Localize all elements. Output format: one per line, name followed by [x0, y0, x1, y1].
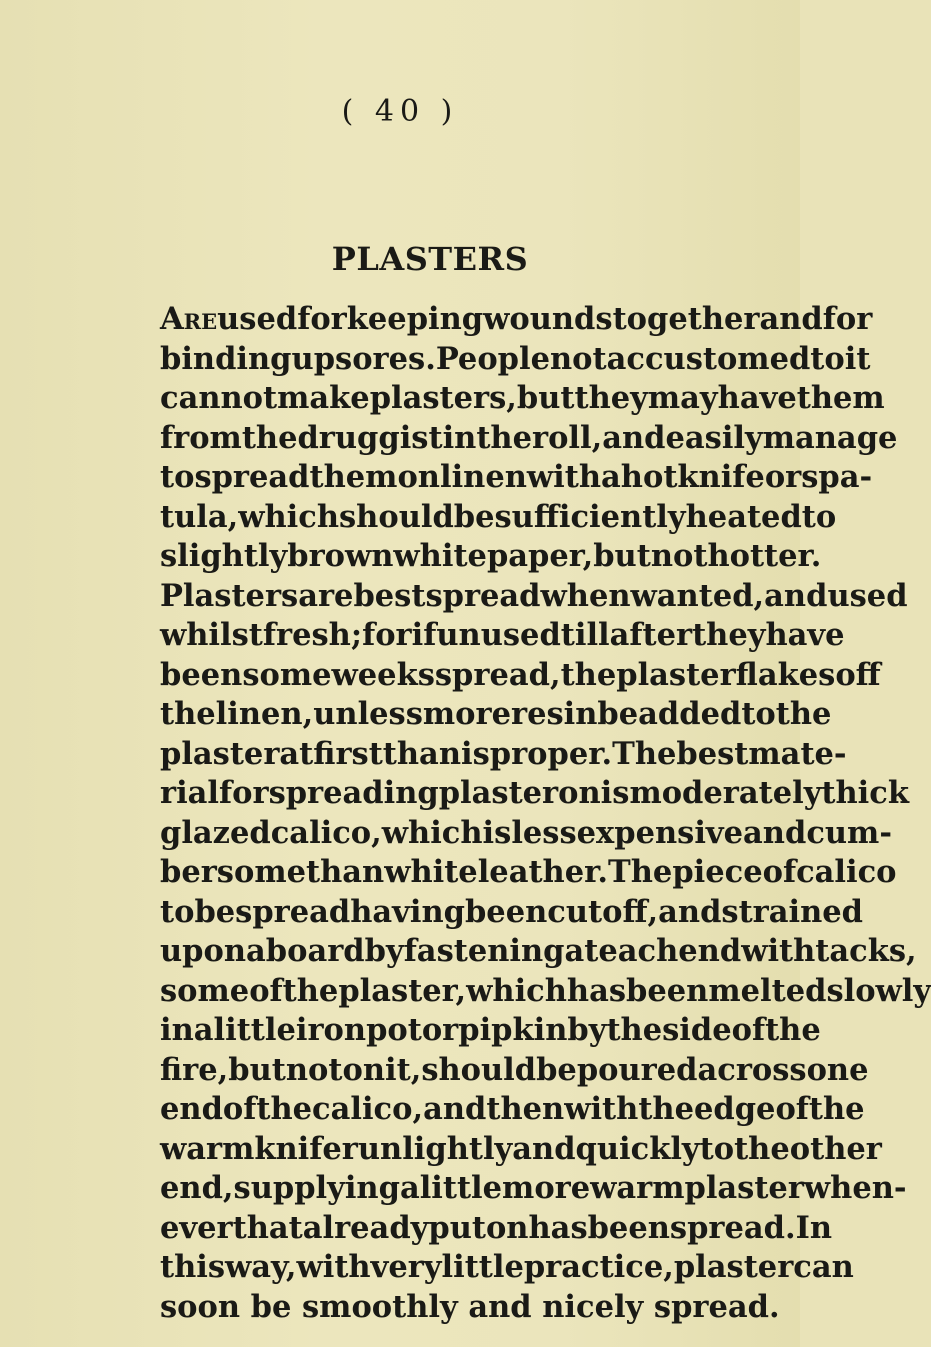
text-line: binding up sores. People not accustomed to it [160, 340, 871, 377]
text-line: been some weeks spread, the plaster flakes off [160, 656, 881, 693]
text-line: some of the plaster, which has been melted slowly [160, 972, 931, 1009]
text-line: this way, with very little practice, plaster can [160, 1249, 854, 1285]
text-line: upon a board by fastening at each end with tacks, [160, 933, 917, 969]
text-line: rial for spreading plaster on is moderately thick [160, 775, 909, 811]
text-line: from the druggist in the roll, and easily manage [160, 419, 898, 456]
text-line: the linen, unless more resin be added to the [160, 696, 832, 732]
text-line: cannot make plasters, but they may have them [160, 380, 885, 416]
text-line: glazed calico, which is less expensive and cum- [160, 814, 892, 851]
text-line: whilst fresh; for if unused till after they have [160, 617, 845, 653]
text-line: tula, which should be sufficiently heated to [160, 498, 837, 535]
text-line: end, supplying a little more warm plaster when- [160, 1170, 907, 1206]
text-line: to be spread having been cut off, and strained [160, 893, 863, 930]
section-heading: PLASTERS [331, 240, 529, 278]
page-number: ( 40 ) [341, 94, 459, 129]
text-line: slightly brown white paper, but not hotter. [160, 538, 822, 574]
text-line: in a little iron pot or pipkin by the side of the [160, 1012, 821, 1048]
text-line: fire, but not on it, should be poured across one [160, 1051, 869, 1088]
text-line: plaster at first than is proper. The best mate- [160, 735, 847, 772]
text-line: end of the calico, and then with the edge of the [160, 1091, 865, 1127]
body-paragraph [160, 300, 931, 1327]
text-line: bersome than white leather. The piece of calico [160, 854, 897, 890]
text-line: Are used for keeping wounds together and for [160, 300, 768, 340]
text-line: soon be smoothly and nicely spread. [160, 1288, 780, 1325]
text-line: warm knife run lightly and quickly to the other [160, 1130, 882, 1167]
text-line: to spread them on linen with a hot knife or spa- [160, 459, 873, 495]
lead-word: Are [160, 301, 218, 337]
text-line: Plasters are best spread when wanted, and used [160, 577, 908, 614]
text-line: ever that already put on has been spread. In [160, 1209, 833, 1246]
